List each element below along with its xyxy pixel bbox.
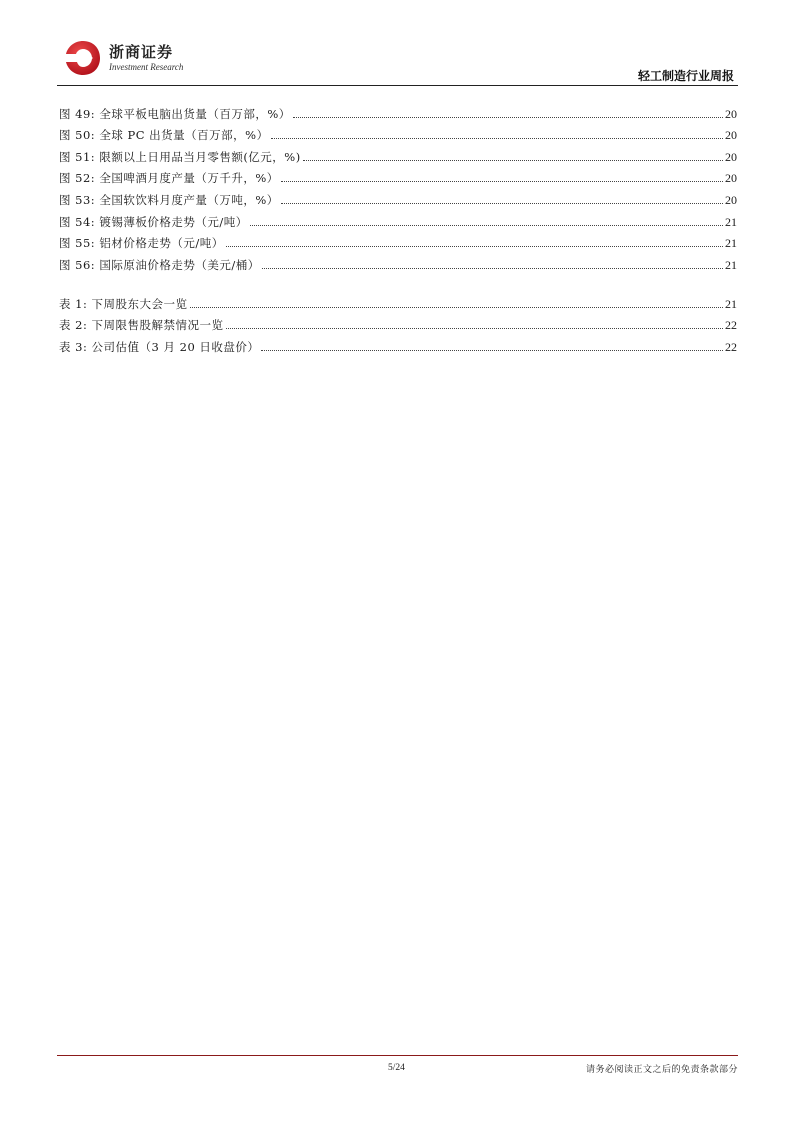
brand-name-cn: 浙商证券 [109, 43, 174, 61]
toc-entry-label: 图 54: 镀锡薄板价格走势（元/吨） [59, 214, 248, 229]
toc-entry-page: 21 [725, 236, 737, 251]
page-header [57, 30, 738, 88]
page-number: 5/24 [388, 1063, 405, 1073]
toc-entry-label: 表 3: 公司估值（3 月 20 日收盘价） [59, 339, 260, 354]
toc-entry-page: 21 [725, 296, 737, 311]
toc-entry-label: 图 51: 限额以上日用品当月零售额(亿元，%) [59, 149, 301, 164]
disclaimer-text: 请务必阅读正文之后的免责条款部分 [585, 1065, 738, 1075]
toc-entry[interactable] [59, 185, 737, 207]
toc-entry-label: 表 1: 下周股东大会一览 [59, 296, 188, 311]
toc-entry[interactable] [59, 121, 737, 143]
table-list [59, 289, 737, 354]
toc-entry-label: 表 2: 下周限售股解禁情况一览 [59, 318, 224, 333]
toc-entry[interactable] [59, 99, 737, 121]
toc-entry[interactable] [59, 289, 737, 311]
footer-divider [57, 1055, 738, 1056]
leader-dots [303, 159, 723, 161]
leader-dots [293, 116, 723, 118]
toc-entry-label: 图 50: 全球 PC 出货量（百万部，%） [59, 128, 269, 143]
report-title: 轻工制造行业周报 [637, 69, 734, 83]
leader-dots [261, 349, 723, 351]
toc-entry-page: 20 [725, 128, 737, 143]
leader-dots [262, 267, 723, 269]
toc-entry[interactable] [59, 207, 737, 229]
leader-dots [271, 137, 723, 139]
leader-dots [250, 224, 723, 226]
toc-entry[interactable] [59, 164, 737, 186]
toc-entry-page: 20 [725, 149, 737, 164]
toc-entry-page: 20 [725, 192, 737, 207]
toc-entry[interactable] [59, 332, 737, 354]
figure-list [59, 99, 737, 272]
leader-dots [281, 202, 723, 204]
toc-entry-label: 图 56: 国际原油价格走势（美元/桶） [59, 257, 260, 272]
toc-entry[interactable] [59, 311, 737, 333]
toc-entry-label: 图 53: 全国软饮料月度产量（万吨，%） [59, 192, 279, 207]
leader-dots [226, 245, 723, 247]
toc-entry-page: 20 [725, 171, 737, 186]
brand-name-en: Investment Research [109, 62, 184, 72]
toc-entry-page: 20 [725, 106, 737, 121]
toc-entry-label: 图 49: 全球平板电脑出货量（百万部，%） [59, 106, 291, 121]
zheshang-logo-icon [63, 38, 103, 78]
leader-dots [226, 327, 723, 329]
toc-entry-label: 图 52: 全国啤酒月度产量（万千升，%） [59, 171, 279, 186]
toc-entry-page: 21 [725, 257, 737, 272]
toc-entry-page: 22 [725, 318, 737, 333]
toc-entry[interactable] [59, 142, 737, 164]
leader-dots [281, 180, 723, 182]
toc-entry[interactable] [59, 229, 737, 251]
leader-dots [190, 306, 723, 308]
toc-entry-page: 22 [725, 339, 737, 354]
toc-entry[interactable] [59, 250, 737, 272]
toc-entry-label: 图 55: 铝材价格走势（元/吨） [59, 236, 224, 251]
toc-entry-page: 21 [725, 214, 737, 229]
header-divider [57, 85, 738, 86]
